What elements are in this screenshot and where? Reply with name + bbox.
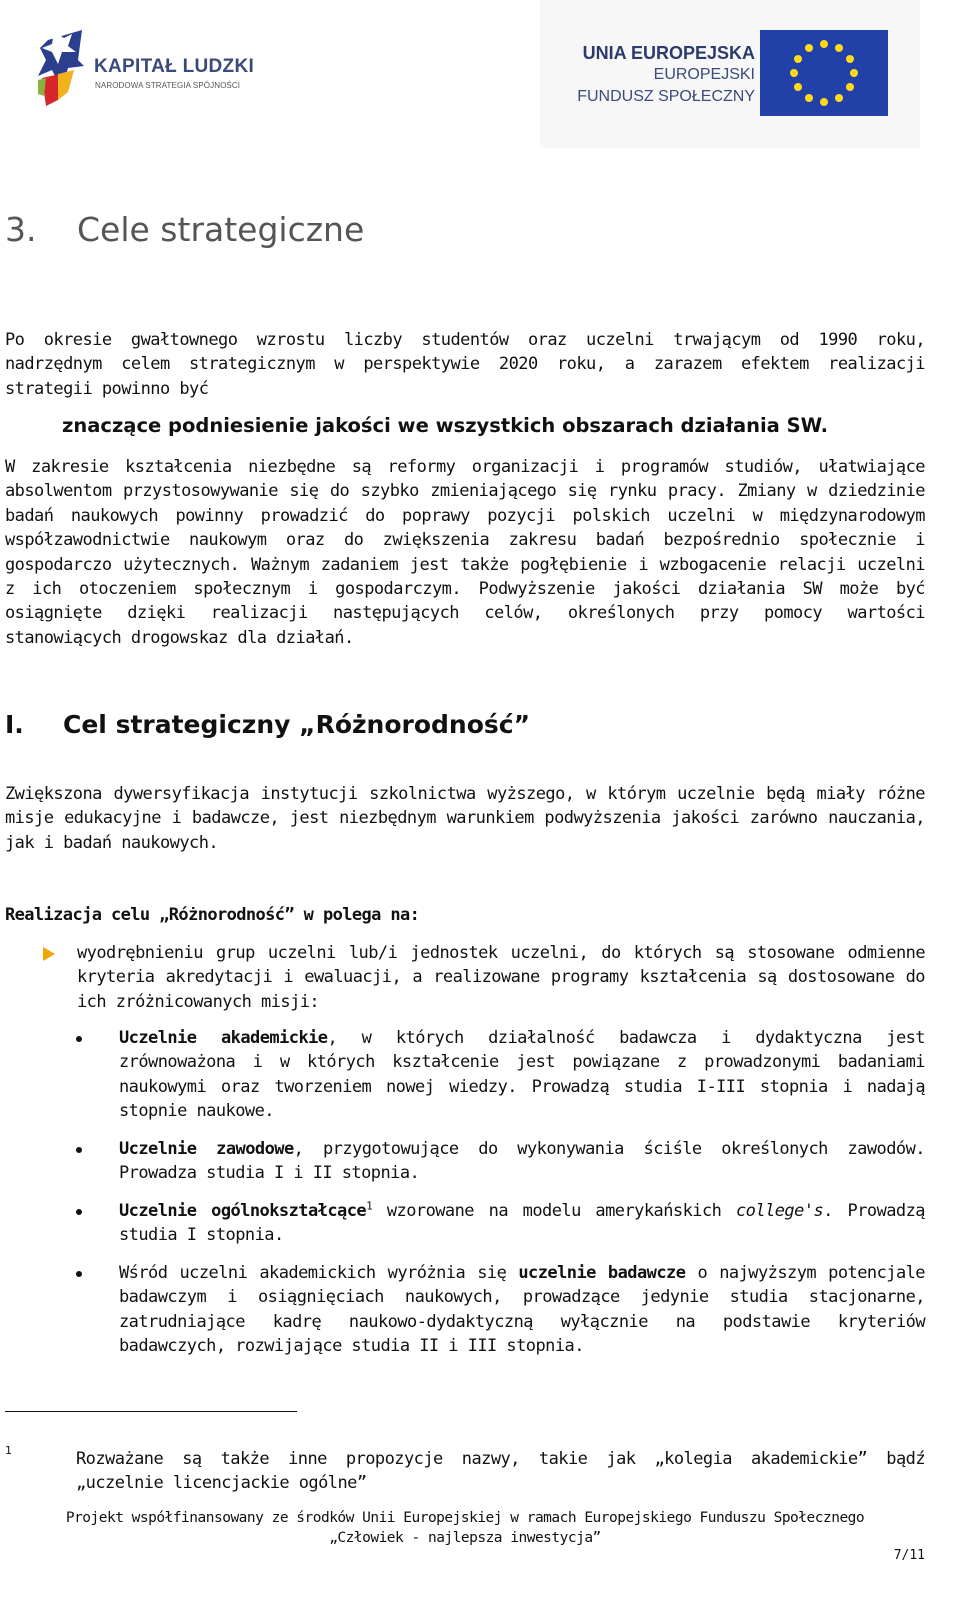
arrow-list-item-text: wyodrębnieniu grup uczelni lub/i jednostek uczelni, do których są stosowane odmienne kryteria akredytacji i ewaluacji, a realizowane programy kształcenia są dostosowane do ich zróżnicowanych misji: (77, 943, 925, 1012)
list-item-rest: , w których działalność badawcza i dydaktyczna jest zrównoważona i w których kształcenie jest powiązane z prowadzonymi badaniami naukowymi oraz tworzeniem nowej wiedzy. Prowadzą studia I-III stopnia i nadają stopnie naukowe. (119, 1028, 925, 1122)
eu-flag-icon (760, 30, 888, 116)
kapital-ludzki-star-icon (38, 30, 86, 108)
kapital-ludzki-subtitle: NARODOWA STRATEGIA SPÓJNOŚCI (95, 81, 241, 90)
eu-logo-line1: UNIA EUROPEJSKA (582, 43, 755, 63)
section-number: 3. (5, 210, 37, 249)
list-item-rest: , przygotowujące do wykonywania ściśle określonych zawodów. Prowadza studia I i II stopnia. (119, 1139, 925, 1184)
footnote-divider (5, 1411, 297, 1412)
section-title (5, 210, 364, 249)
list-item-pre: Wśród uczelni akademickich wyróżnia się (119, 1263, 519, 1283)
kapital-ludzki-name: KAPITAŁ LUDZKI (94, 56, 255, 77)
goal-number: I. (5, 710, 24, 739)
goal-paragraph: Zwiększona dywersyfikacja instytucji szkolnictwa wyższego, w którym uczelnie będą miały różne misje edukacyjne i badawcze, jest niezbędnym warunkiem podwyższenia jakości zarówno nauczania, jak i badań naukowych. (5, 784, 925, 853)
list-item-rest: wzorowane na modelu amerykańskich (372, 1201, 736, 1221)
eu-logo-text (577, 42, 755, 108)
realization-heading: Realizacja celu „Różnorodność” w polega na: (5, 905, 420, 925)
eu-logo-line3: FUNDUSZ SPOŁECZNY (577, 88, 755, 105)
eu-social-fund-logo (540, 0, 920, 148)
footnote-number: 1 (5, 1444, 12, 1457)
list-item-text (119, 1137, 925, 1186)
highlight-statement: znaczące podniesienie jakości we wszystkich obszarach działania SW. (62, 414, 828, 437)
intro-paragraph-2: W zakresie kształcenia niezbędne są reformy organizacji i programów studiów, ułatwiające absolwentom przystosowywanie się do szybko zmieniającego się rynku pracy. Zmiany w dziedzinie badań naukowych powinny prowadzić do poprawy pozycji polskich uczelni w międzynarodowym współzawodnictwie naukowym oraz do zwiększenia zakresu badań bezpośrednio społecznie i gospodarczo użytecznych. Ważnym zadaniem jest także pogłębienie i wzbogacenie relacji uczelni z ich otoczeniem społecznym i gospodarczym. Podwyższenie jakości działania SW może być osiągnięte dzięki realizacji następujących celów, określonych przy pomocy wartości stanowiących drogowskaz dla działań. (5, 457, 925, 648)
section-title-text: Cele strategiczne (77, 210, 365, 249)
list-item-bold: Uczelnie zawodowe (119, 1139, 294, 1159)
list-item-rest-2: . Prowadzą studia I stopnia. (119, 1201, 925, 1246)
bullet-dot-icon (76, 1147, 82, 1153)
list-item-bold: uczelnie badawcze (518, 1263, 686, 1283)
page-number: 7/11 (893, 1548, 925, 1563)
list-item-text (119, 1199, 925, 1248)
bullet-dot-icon (76, 1271, 82, 1277)
header (0, 0, 960, 150)
intro-paragraph: Po okresie gwałtownego wzrostu liczby studentów oraz uczelni trwającym od 1990 roku, nadrzędnym celem strategicznym w perspektywie 2020 roku, a zarazem efektem realizacji strategii powinno być (5, 330, 925, 399)
bullet-dot-icon (76, 1036, 82, 1042)
footnote-reference[interactable]: 1 (366, 1199, 373, 1213)
arrow-bullet-icon (43, 947, 55, 961)
goal-heading (5, 710, 530, 739)
kapital-ludzki-logo (38, 30, 268, 110)
footer-line1: Projekt współfinansowany ze środków Unii Europejskiej w ramach Europejskiego Funduszu Społecznego (65, 1510, 865, 1526)
list-item-italic: college's (736, 1201, 824, 1221)
list-item-rest: o najwyższym potencjale badawczym i osiągnięciach naukowych, prowadzące jedynie studia stacjonarne, zatrudniające kadrę naukowo-dydaktyczną wyłącznie na podstawie kryteriów badawczych, rozwijające studia II i III stopnia. (119, 1263, 925, 1357)
list-item-bold: Uczelnie ogólnokształcące (119, 1201, 367, 1221)
bullet-dot-icon (76, 1209, 82, 1215)
page-footer (0, 1508, 930, 1548)
list-item-text (119, 1261, 925, 1359)
footnote-text: Rozważane są także inne propozycje nazwy, takie jak „kolegia akademickie” bądź „uczelnie licencjackie ogólne” (76, 1449, 925, 1494)
goal-title: Cel strategiczny „Różnorodność” (63, 710, 531, 739)
eu-logo-line2: EUROPEJSKI (653, 66, 755, 83)
list-item-bold: Uczelnie akademickie (119, 1028, 328, 1048)
list-item-text (119, 1026, 925, 1124)
footer-line2: „Człowiek - najlepsza inwestycja” (329, 1530, 601, 1546)
